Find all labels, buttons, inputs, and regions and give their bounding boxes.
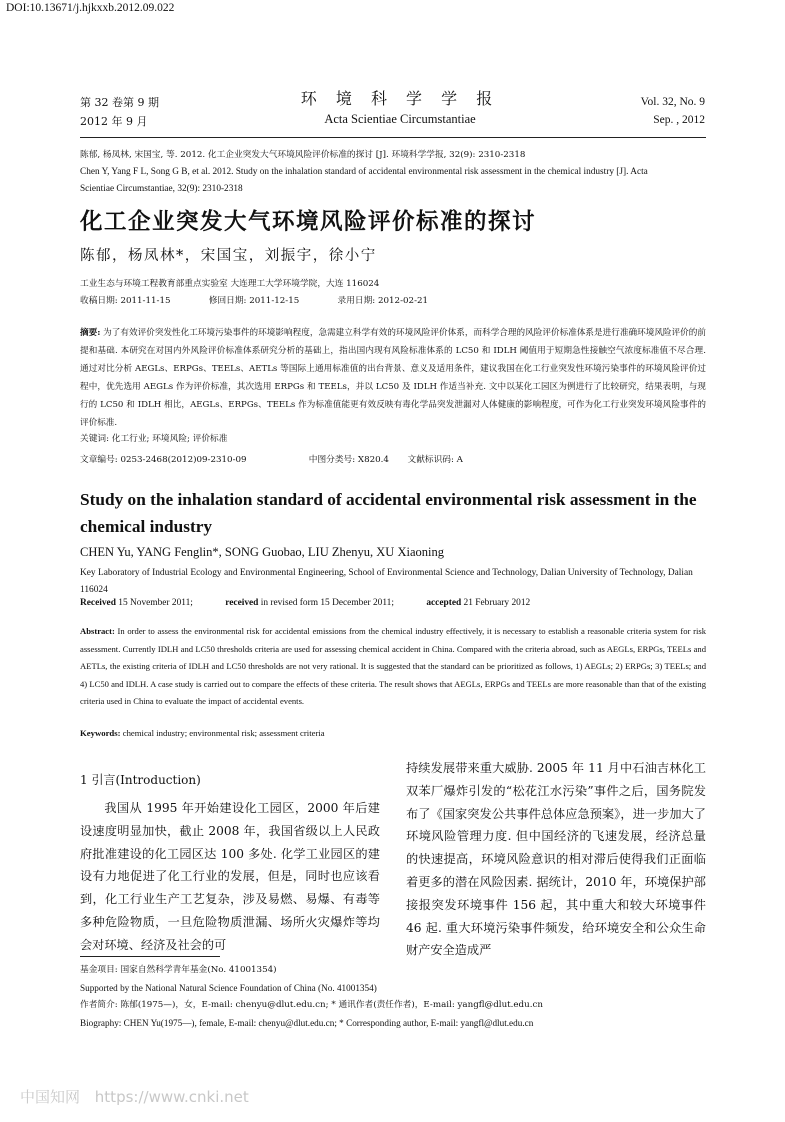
fund-en: Supported by the National Natural Science Foundation of China (No. 41001354) — [80, 982, 377, 993]
dates-en — [80, 598, 530, 608]
footnotes — [80, 962, 543, 1032]
abstract-en — [80, 623, 706, 711]
watermark-name: 中国知网 — [20, 1088, 81, 1106]
volume-cn: 第 32 卷第 9 期 — [80, 96, 159, 109]
document-code: 文献标识码: A — [407, 455, 463, 465]
abstract-cn-label: 摘要: — [80, 328, 101, 338]
journal-name-cn: 环 境 科 学 学 报 — [300, 89, 500, 108]
body-paragraph-right: 持续发展带来重大威胁. 2005 年 11 月中石油吉林化工双苯厂爆炸引发的“松花江水污染”事件之后，国务院发布了《国家突发公共事件总体应急预案》，进一步加大了环境风险管理力度. 但中国经济的飞速发展，经济总量的快速提高，环境风险意识的相对滞后使得我们正面临着更多的潜在风险因素. 据统计，2010 年，环境保护部接报突发环境事件 156 起，其中重大和较大环境事件 46 起. 重大环境污染事件频发，给环境安全和公众生命财产安全造成严 — [406, 761, 706, 958]
authors-cn: 陈郁，杨凤林*，宋国宝，刘振宇，徐小宁 — [80, 248, 377, 264]
accepted-en: accepted 21 February 2012 — [426, 598, 531, 608]
citation-block — [80, 147, 706, 198]
received-en: Received 15 November 2011; — [80, 598, 193, 608]
date-cn: 2012 年 9 月 — [80, 115, 148, 128]
clc-number: 中图分类号: X820.4 — [308, 455, 389, 465]
body-column-left — [80, 797, 380, 957]
keywords-cn: 关键词: 化工行业; 环境风险; 评价标准 — [80, 434, 228, 444]
body-paragraph-left: 我国从 1995 年开始建设化工园区，2000 年后建设速度明显加快，截止 2008 年，我国省级以上人民政府批准建设的化工园区达 100 多处. 化学工业园区的建设有力地促进了化工行业的发展，但是，同时也应该看到，化工行业生产工艺复杂，涉及易燃、易爆、有毒等多种危险物质，一旦危险物质泄漏、场所火灾爆炸等均会对环境、经济及社会的可 — [80, 801, 380, 952]
volume-en: Vol. 32, No. 9 — [640, 96, 705, 108]
dates-cn — [80, 294, 428, 306]
authors-en: CHEN Yu, YANG Fenglin*, SONG Guobao, LIU Zhenyu, XU Xiaoning — [80, 545, 444, 559]
affiliation-cn: 工业生态与环境工程教育部重点实验室 大连理工大学环境学院，大连 116024 — [80, 279, 380, 289]
journal-volume-en — [641, 93, 705, 129]
article-ids-cn — [80, 453, 463, 465]
date-en: Sep. , 2012 — [653, 114, 705, 126]
citation-en-line1: Chen Y, Yang F L, Song G B, et al. 2012. Study on the inhalation standard of accidental environmental risk assessment in the chemical industry [J]. Acta — [80, 167, 648, 177]
journal-name-en: Acta Scientiae Circumstantiae — [324, 112, 476, 126]
citation-en-line2: Scientiae Circumstantiae, 32(9): 2310-2318 — [80, 184, 243, 194]
received-date-cn: 收稿日期: 2011-11-15 — [80, 296, 171, 306]
journal-name — [250, 89, 550, 128]
revised-date-cn: 修回日期: 2011-12-15 — [208, 296, 300, 306]
citation-cn: 陈郁, 杨凤林, 宋国宝, 等. 2012. 化工企业突发大气环境风险评价标准的探讨 [J]. 环境科学学报, 32(9): 2310-2318 — [80, 150, 526, 160]
affiliation-en: Key Laboratory of Industrial Ecology and Environmental Engineering, School of Environmental Science and Technology, Dalian University of Technology, Dalian 116024 — [80, 568, 693, 595]
doi-line: DOI:10.13671/j.hjkxxb.2012.09.022 — [6, 2, 175, 14]
abstract-en-label: Abstract: — [80, 626, 115, 636]
watermark-url: https://www.cnki.net — [94, 1088, 249, 1106]
keywords-en-label: Keywords: — [80, 728, 121, 738]
title-en: Study on the inhalation standard of accidental environmental risk assessment in the chemical industry — [80, 490, 697, 536]
title-cn: 化工企业突发大气环境风险评价标准的探讨 — [80, 209, 537, 235]
fund-cn: 基金项目: 国家自然科学青年基金(No. 41001354) — [80, 965, 277, 975]
abstract-cn-text: 为了有效评价突发性化工环境污染事件的环境影响程度，急需建立科学有效的环境风险评价体系，而科学合理的风险评价标准体系是进行准确环境风险评价的前提和基础. 本研究在对国内外风险评价标准体系研究分析的基础上，指出国内现有风险标准体系的 LC50 和 IDLH 阈值用于短期急性接触空气浓度标准值不尽合理. 通过对比分析 AEGLs、ERPGs、TEELs、AETLs 等国际上通用标准值的出台背景、意义及适用条件，建议我国在化工行业突发性环境污染事件的环境风险评价过程中，优先选用 AEGLs 作为评价标准，其次选用 ERPGs 和 TEELs，并以 LC50 及 IDLH 作适当补充. 文中以某化工园区为例进行了比较研究，结果表明，与现行的 LC50 和 IDLH 相比，AEGLs、ERPGs、TEELs 作为标准值能更有效反映有毒化学品突发泄漏对人体健康的影响程度，可作为化工行业突发环境风险事件的评价标准. — [80, 328, 706, 428]
revised-en: received in revised form 15 December 2011; — [225, 598, 394, 608]
body-column-right — [406, 757, 706, 962]
biography-en: Biography: CHEN Yu(1975—), female, E-mail: chenyu@dlut.edu.cn; * Corresponding author, E-mail: yangfl@dlut.edu.cn — [80, 1017, 534, 1028]
footnote-rule — [80, 956, 220, 957]
biography-cn: 作者简介: 陈郁(1975—)，女，E-mail: chenyu@dlut.edu.cn; * 通讯作者(责任作者)，E-mail: yangfl@dlut.edu.cn — [80, 1000, 543, 1010]
article-number: 文章编号: 0253-2468(2012)09-2310-09 — [80, 455, 247, 465]
abstract-cn — [80, 324, 706, 432]
accepted-date-cn: 录用日期: 2012-02-21 — [337, 296, 429, 306]
keywords-en — [80, 728, 325, 738]
section-heading-introduction: 1 引言(Introduction) — [80, 773, 201, 787]
journal-volume-cn — [80, 93, 159, 131]
keywords-en-text: chemical industry; environmental risk; assessment criteria — [122, 728, 325, 738]
header-rule — [80, 137, 706, 138]
cnki-watermark — [20, 1086, 259, 1107]
abstract-en-text: In order to assess the environmental risk for accidental emissions from the chemical industry effectively, it is necessary to establish a reasonable criteria system for risk assessment. Currently IDLH and LC50 thresholds criteria are used for assessing chemical accident in China. Compared with the criteria abroad, such as AEGLs, ERPGs, TEELs and AETLs, the existing criteria of IDLH and LC50 thresholds are not very rational. It is suggested that the standard can be prioritized as follows, 1) AEGLs; 2) ERPGs; 3) TEELs; and 4) LC50 and IDLH. A case study is carried out to compare the effects of these criteria. The result shows that AEGLs, ERPGs and TEELs are more reasonable than that of the existing criteria used in China to evaluate the impact of accidental events. — [80, 626, 706, 707]
